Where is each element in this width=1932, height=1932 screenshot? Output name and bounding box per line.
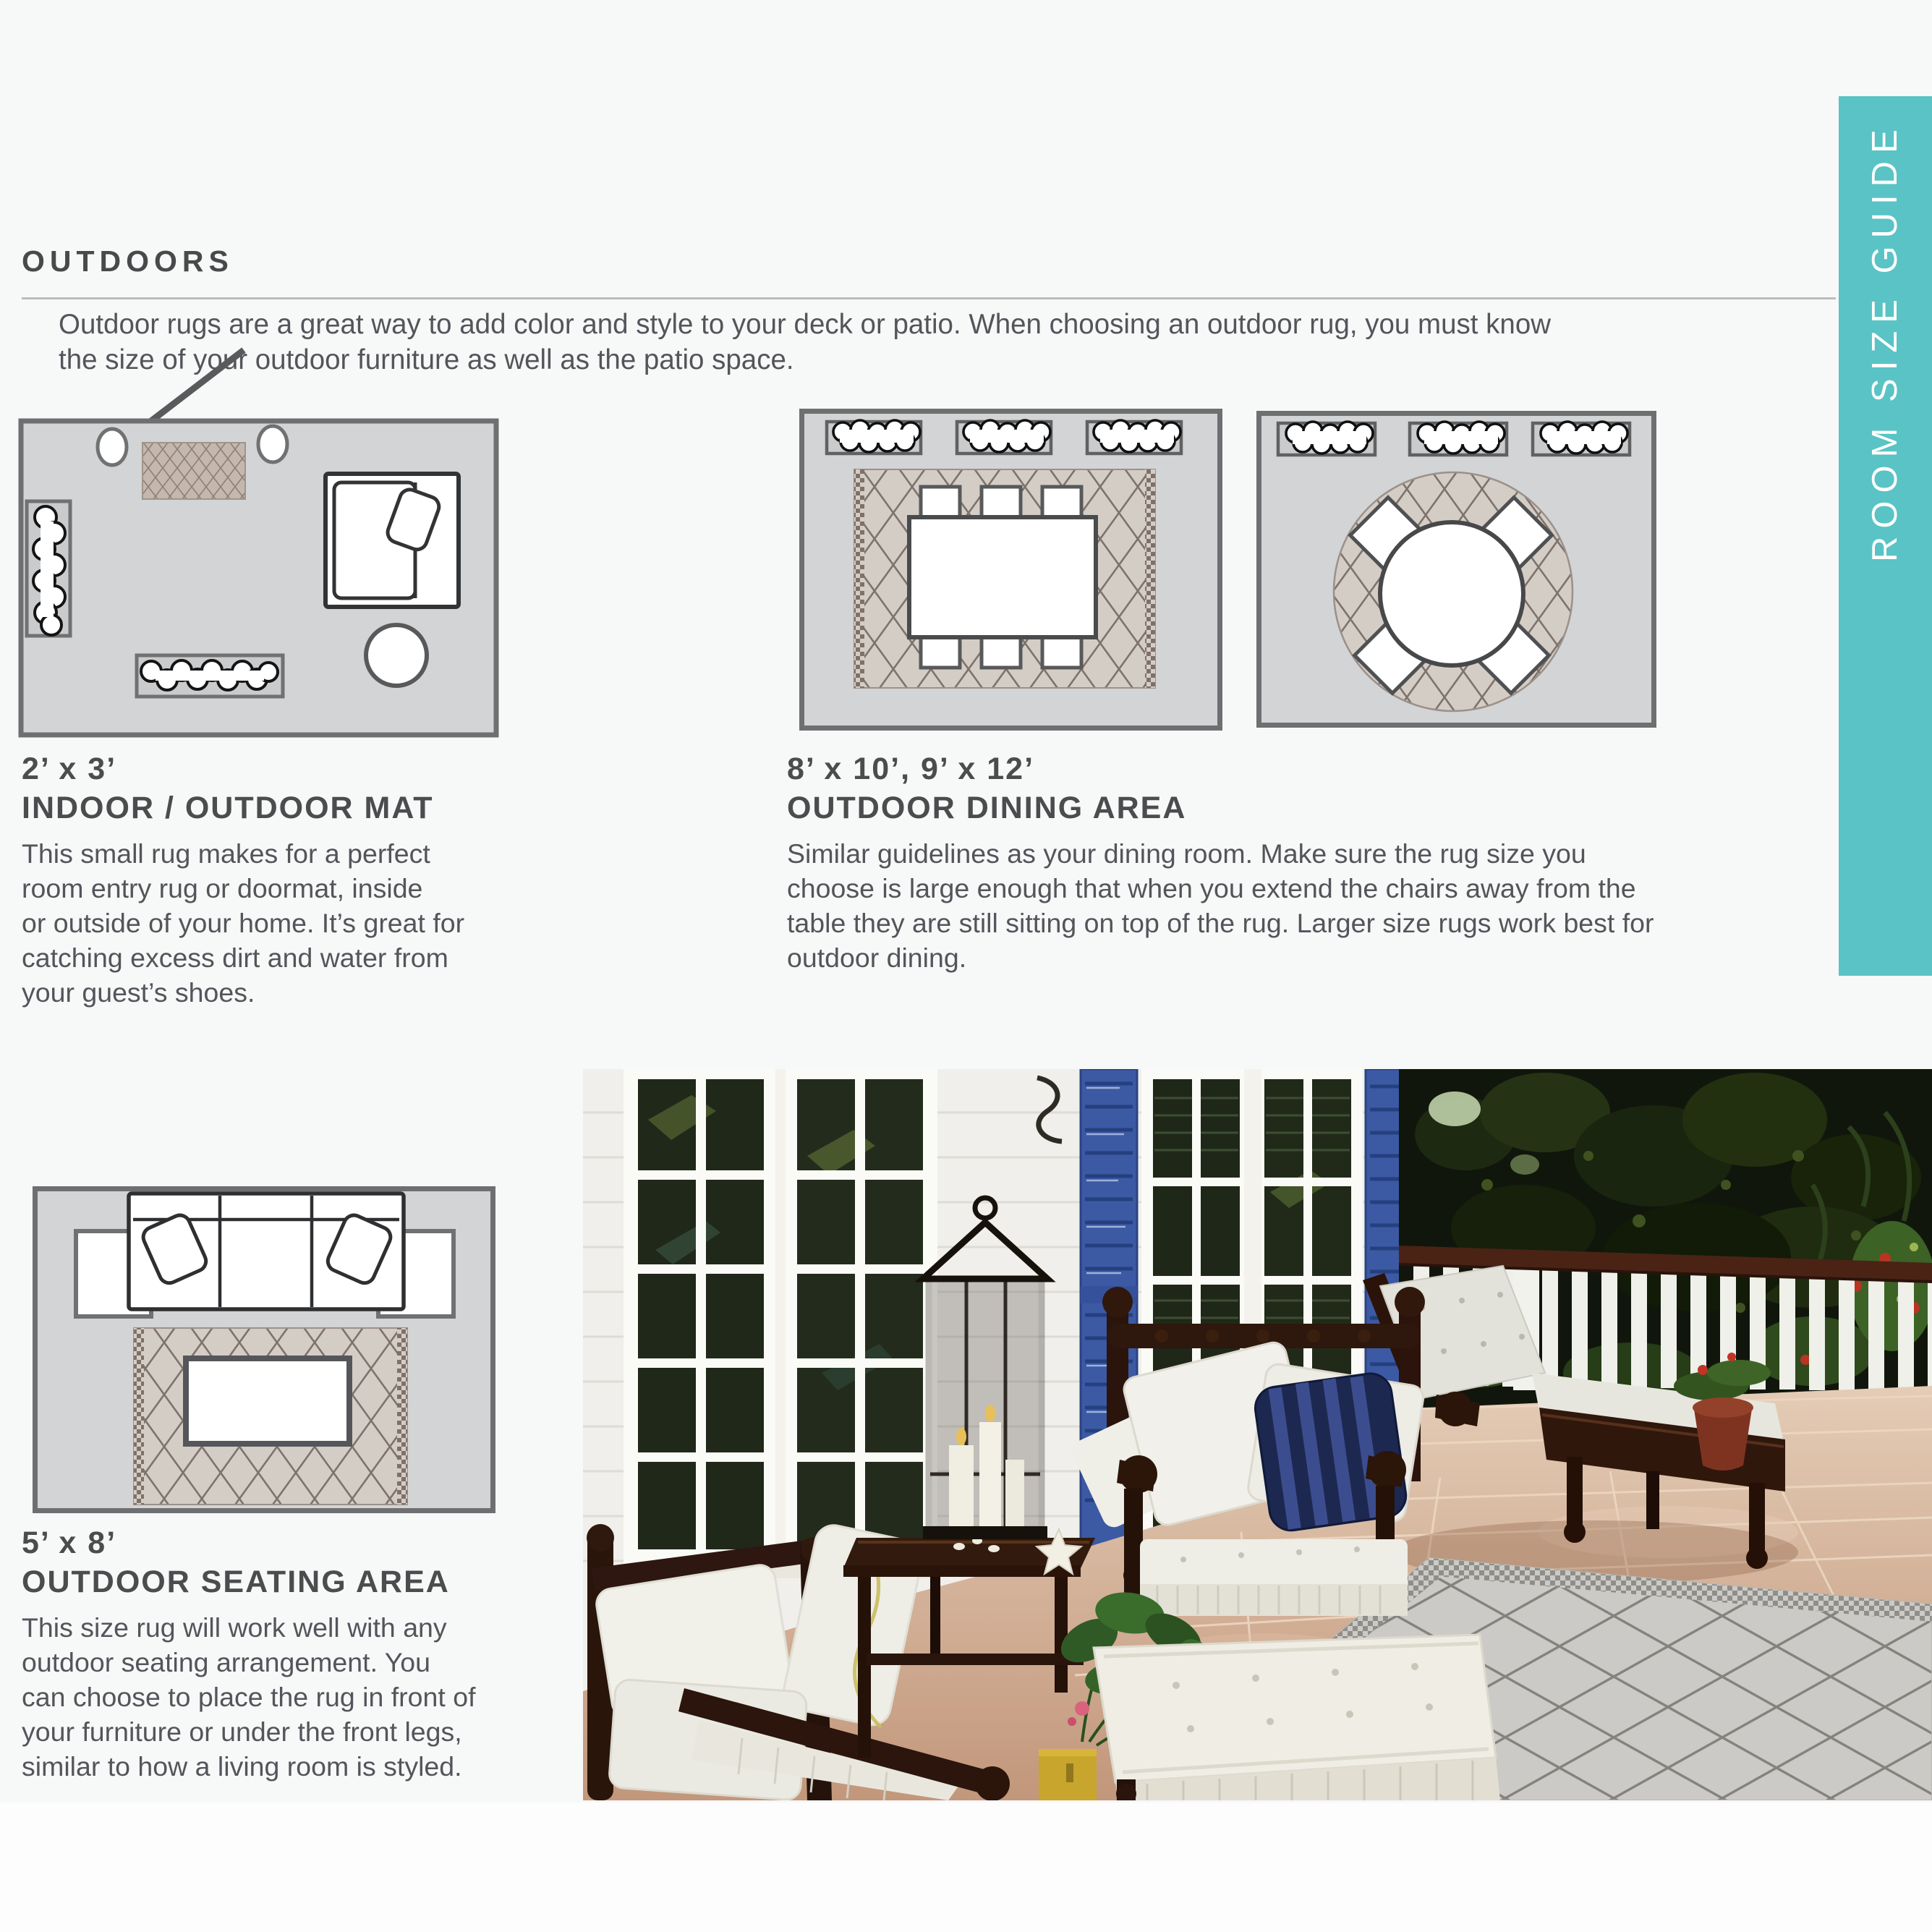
floor-plan-seating [33, 1186, 495, 1513]
hedge-planters [827, 420, 1181, 454]
section-outdoor-dining [787, 749, 1829, 975]
bottom-margin [0, 1803, 1932, 1932]
wall-oval-right [258, 426, 287, 462]
round-side-table [366, 625, 427, 686]
section-indoor-outdoor-mat [22, 749, 528, 1010]
floor-plan-dining-round [1256, 411, 1656, 728]
section-size: 5’ x 8’ [22, 1525, 117, 1560]
entry-mat [142, 443, 245, 499]
hedge-planter-bottom [137, 655, 283, 697]
french-doors-left [624, 1069, 937, 1578]
section-title: INDOOR / OUTDOOR MAT [22, 791, 434, 825]
floor-plan-mat [18, 346, 499, 738]
hedge-planter-left [27, 501, 70, 636]
hedge-planters [1278, 422, 1630, 455]
banner-label: ROOM SIZE GUIDE [1865, 122, 1905, 562]
section-title: OUTDOOR SEATING AREA [22, 1565, 450, 1599]
section-title: OUTDOOR DINING AREA [787, 791, 1187, 825]
intro-paragraph: Outdoor rugs are a great way to add color and style to your deck or patio. When choosing an outdoor rug, you must know the size of your outdoor furniture as well as the patio space. [59, 309, 1552, 375]
sofa [129, 1193, 404, 1309]
coffee-table [186, 1358, 349, 1444]
section-size: 8’ x 10’, 9’ x 12’ [787, 752, 1035, 786]
round-dining-table [1380, 522, 1523, 665]
room-size-guide-banner [1839, 96, 1932, 976]
section-size: 2’ x 3’ [22, 752, 117, 786]
wall-oval-left [98, 429, 127, 465]
page-title: OUTDOORS [22, 244, 234, 278]
patio-photo [583, 1069, 1932, 1800]
section-body: This small rug makes for a perfect room entry rug or doormat, inside or outside of your home. It’s great for catching excess dirt and water from your guest’s shoes. [22, 838, 465, 1008]
floor-plan-dining-rect [799, 409, 1222, 731]
section-body: Similar guidelines as your dining room. Make sure the rug size you choose is large enough that when you extend the chairs away from the table they are still sitting on top of the rug. Larger size rugs work best for outdoor dining. [787, 838, 1654, 973]
heading-divider [22, 297, 1836, 299]
door-swing-line [148, 350, 244, 423]
sofa [325, 474, 459, 607]
section-outdoor-seating [22, 1523, 535, 1784]
ottoman [1094, 1635, 1500, 1800]
section-body: This size rug will work well with any outdoor seating arrangement. You can choose to place the rug in front of your furniture or under the front legs, similar to how a living room is styled. [22, 1612, 476, 1782]
dining-table [909, 517, 1096, 637]
